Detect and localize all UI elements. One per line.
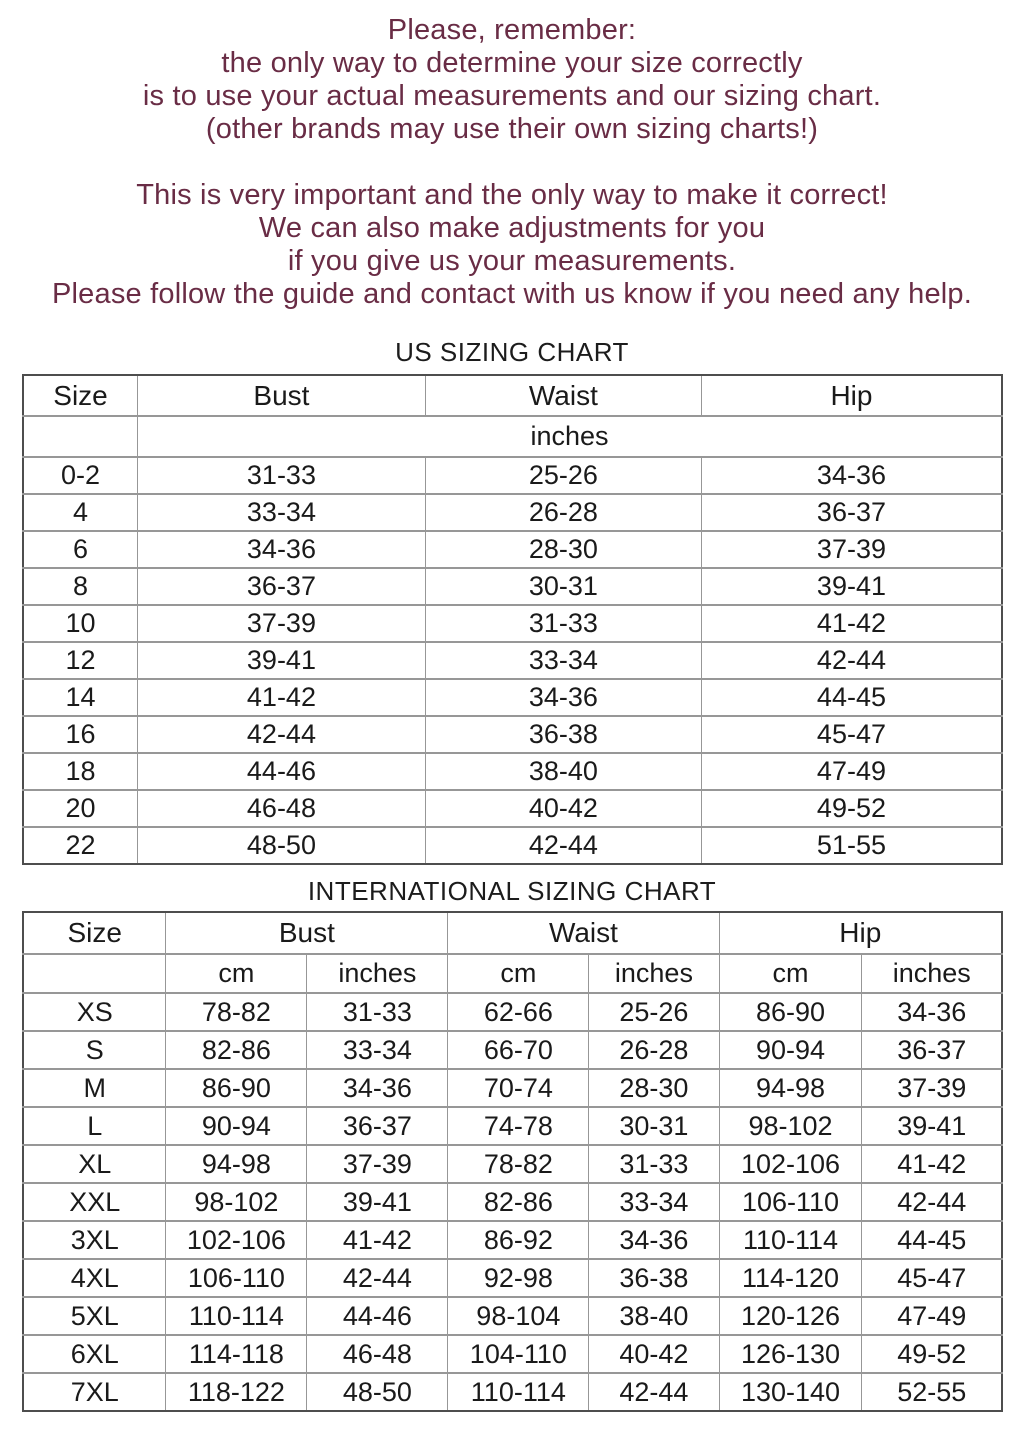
measurement-cell: 33-34	[307, 1031, 448, 1069]
intro-line: is to use your actual measurements and our sizing chart.	[142, 80, 882, 112]
size-cell: XS	[23, 993, 166, 1031]
measurement-cell: 74-78	[448, 1107, 589, 1145]
size-cell: L	[23, 1107, 166, 1145]
table-row	[23, 1107, 1002, 1145]
table-row	[23, 531, 1002, 568]
measurement-cell: 30-31	[425, 568, 701, 605]
measurement-cell: 98-102	[719, 1107, 862, 1145]
size-cell: XL	[23, 1145, 166, 1183]
measurement-cell: 38-40	[589, 1297, 719, 1335]
measurement-cell: 41-42	[307, 1221, 448, 1259]
measurement-cell: 34-36	[589, 1221, 719, 1259]
measurement-cell: 34-36	[307, 1069, 448, 1107]
measurement-cell: 36-37	[701, 494, 1002, 531]
measurement-cell: 42-44	[862, 1183, 1002, 1221]
unit-label-bust-cm: cm	[166, 954, 307, 993]
measurement-cell: 37-39	[862, 1069, 1002, 1107]
measurement-cell: 31-33	[138, 457, 426, 494]
empty-cell	[23, 954, 166, 993]
measurement-cell: 114-120	[719, 1259, 862, 1297]
unit-label-waist-inches: inches	[589, 954, 719, 993]
measurement-cell: 98-104	[448, 1297, 589, 1335]
size-cell: 16	[23, 716, 138, 753]
measurement-cell: 78-82	[448, 1145, 589, 1183]
intro-text-block	[0, 14, 1024, 311]
measurement-cell: 33-34	[138, 494, 426, 531]
measurement-cell: 86-90	[719, 993, 862, 1031]
measurement-cell: 104-110	[448, 1335, 589, 1373]
measurement-cell: 44-46	[138, 753, 426, 790]
measurement-cell: 126-130	[719, 1335, 862, 1373]
table-row	[23, 1373, 1002, 1411]
measurement-cell: 120-126	[719, 1297, 862, 1335]
intro-line: Please, remember:	[387, 14, 637, 46]
measurement-cell: 36-38	[589, 1259, 719, 1297]
intro-line: Please follow the guide and contact with us know if you need any help.	[51, 278, 973, 310]
measurement-cell: 44-45	[701, 679, 1002, 716]
table-row	[23, 457, 1002, 494]
size-cell: 5XL	[23, 1297, 166, 1335]
measurement-cell: 47-49	[701, 753, 1002, 790]
measurement-cell: 62-66	[448, 993, 589, 1031]
table-row	[23, 716, 1002, 753]
table-row	[23, 827, 1002, 864]
measurement-cell: 42-44	[425, 827, 701, 864]
measurement-cell: 26-28	[425, 494, 701, 531]
size-cell: 7XL	[23, 1373, 166, 1411]
table-row	[23, 568, 1002, 605]
size-cell: 4	[23, 494, 138, 531]
measurement-cell: 42-44	[307, 1259, 448, 1297]
measurement-cell: 118-122	[166, 1373, 307, 1411]
table-row	[23, 1031, 1002, 1069]
measurement-cell: 31-33	[307, 993, 448, 1031]
unit-row	[23, 954, 1002, 993]
table-header-row	[23, 375, 1002, 416]
table-row	[23, 494, 1002, 531]
size-cell: 14	[23, 679, 138, 716]
column-header-waist: Waist	[425, 375, 701, 416]
intro-line: if you give us your measurements.	[287, 245, 737, 277]
measurement-cell: 36-38	[425, 716, 701, 753]
measurement-cell: 47-49	[862, 1297, 1002, 1335]
size-cell: 8	[23, 568, 138, 605]
measurement-cell: 106-110	[719, 1183, 862, 1221]
measurement-cell: 38-40	[425, 753, 701, 790]
international-sizing-table	[22, 911, 1003, 1412]
measurement-cell: 45-47	[862, 1259, 1002, 1297]
size-cell: XXL	[23, 1183, 166, 1221]
measurement-cell: 39-41	[862, 1107, 1002, 1145]
measurement-cell: 28-30	[425, 531, 701, 568]
measurement-cell: 102-106	[166, 1221, 307, 1259]
unit-label-waist-cm: cm	[448, 954, 589, 993]
size-cell: S	[23, 1031, 166, 1069]
measurement-cell: 82-86	[448, 1183, 589, 1221]
measurement-cell: 42-44	[138, 716, 426, 753]
measurement-cell: 78-82	[166, 993, 307, 1031]
measurement-cell: 31-33	[425, 605, 701, 642]
measurement-cell: 90-94	[166, 1107, 307, 1145]
size-cell: M	[23, 1069, 166, 1107]
size-cell: 18	[23, 753, 138, 790]
unit-label-hip-inches: inches	[862, 954, 1002, 993]
measurement-cell: 44-45	[862, 1221, 1002, 1259]
unit-label: inches	[138, 416, 1002, 457]
measurement-cell: 39-41	[701, 568, 1002, 605]
measurement-cell: 94-98	[719, 1069, 862, 1107]
measurement-cell: 36-37	[307, 1107, 448, 1145]
measurement-cell: 34-36	[862, 993, 1002, 1031]
measurement-cell: 30-31	[589, 1107, 719, 1145]
table-row	[23, 1221, 1002, 1259]
size-cell: 6	[23, 531, 138, 568]
us-sizing-table	[22, 374, 1003, 865]
intro-line: We can also make adjustments for you	[258, 212, 766, 244]
measurement-cell: 42-44	[701, 642, 1002, 679]
measurement-cell: 48-50	[138, 827, 426, 864]
measurement-cell: 86-90	[166, 1069, 307, 1107]
measurement-cell: 33-34	[589, 1183, 719, 1221]
intro-line: This is very important and the only way to make it correct!	[136, 179, 888, 211]
intro-paragraph-gap	[0, 146, 1024, 179]
international-chart-title: INTERNATIONAL SIZING CHART	[307, 876, 717, 906]
table-row	[23, 679, 1002, 716]
measurement-cell: 39-41	[307, 1183, 448, 1221]
measurement-cell: 51-55	[701, 827, 1002, 864]
measurement-cell: 46-48	[138, 790, 426, 827]
column-header-size: Size	[23, 375, 138, 416]
table-row	[23, 1335, 1002, 1373]
measurement-cell: 39-41	[138, 642, 426, 679]
measurement-cell: 94-98	[166, 1145, 307, 1183]
table-row	[23, 642, 1002, 679]
empty-cell	[23, 416, 138, 457]
measurement-cell: 49-52	[701, 790, 1002, 827]
us-table-head	[23, 375, 1002, 457]
unit-label-hip-cm: cm	[719, 954, 862, 993]
size-cell: 4XL	[23, 1259, 166, 1297]
size-cell: 3XL	[23, 1221, 166, 1259]
measurement-cell: 41-42	[138, 679, 426, 716]
table-row	[23, 1069, 1002, 1107]
measurement-cell: 36-37	[138, 568, 426, 605]
size-cell: 22	[23, 827, 138, 864]
us-chart-title: US SIZING CHART	[395, 337, 629, 367]
measurement-cell: 92-98	[448, 1259, 589, 1297]
table-row	[23, 1259, 1002, 1297]
measurement-cell: 42-44	[589, 1373, 719, 1411]
measurement-cell: 110-114	[719, 1221, 862, 1259]
us-table-body	[23, 457, 1002, 864]
measurement-cell: 82-86	[166, 1031, 307, 1069]
measurement-cell: 34-36	[138, 531, 426, 568]
column-header-hip: Hip	[719, 912, 1002, 954]
measurement-cell: 114-118	[166, 1335, 307, 1373]
measurement-cell: 40-42	[589, 1335, 719, 1373]
measurement-cell: 37-39	[307, 1145, 448, 1183]
table-row	[23, 993, 1002, 1031]
measurement-cell: 66-70	[448, 1031, 589, 1069]
measurement-cell: 28-30	[589, 1069, 719, 1107]
measurement-cell: 44-46	[307, 1297, 448, 1335]
column-header-hip: Hip	[701, 375, 1002, 416]
table-row	[23, 790, 1002, 827]
measurement-cell: 36-37	[862, 1031, 1002, 1069]
unit-row	[23, 416, 1002, 457]
measurement-cell: 31-33	[589, 1145, 719, 1183]
measurement-cell: 52-55	[862, 1373, 1002, 1411]
table-row	[23, 1145, 1002, 1183]
measurement-cell: 130-140	[719, 1373, 862, 1411]
size-cell: 10	[23, 605, 138, 642]
international-table-body	[23, 993, 1002, 1411]
measurement-cell: 41-42	[701, 605, 1002, 642]
measurement-cell: 110-114	[448, 1373, 589, 1411]
measurement-cell: 48-50	[307, 1373, 448, 1411]
unit-label-bust-inches: inches	[307, 954, 448, 993]
intro-line: the only way to determine your size correctly	[221, 47, 803, 79]
measurement-cell: 34-36	[425, 679, 701, 716]
measurement-cell: 40-42	[425, 790, 701, 827]
size-cell: 20	[23, 790, 138, 827]
column-header-size: Size	[23, 912, 166, 954]
measurement-cell: 41-42	[862, 1145, 1002, 1183]
table-row	[23, 605, 1002, 642]
measurement-cell: 26-28	[589, 1031, 719, 1069]
measurement-cell: 70-74	[448, 1069, 589, 1107]
size-cell: 6XL	[23, 1335, 166, 1373]
intro-line: (other brands may use their own sizing charts!)	[205, 113, 819, 145]
measurement-cell: 33-34	[425, 642, 701, 679]
measurement-cell: 37-39	[138, 605, 426, 642]
table-row	[23, 1297, 1002, 1335]
measurement-cell: 90-94	[719, 1031, 862, 1069]
table-header-row	[23, 912, 1002, 954]
measurement-cell: 34-36	[701, 457, 1002, 494]
measurement-cell: 110-114	[166, 1297, 307, 1335]
measurement-cell: 45-47	[701, 716, 1002, 753]
measurement-cell: 98-102	[166, 1183, 307, 1221]
sizing-guide-page	[0, 14, 1024, 1412]
size-cell: 12	[23, 642, 138, 679]
measurement-cell: 37-39	[701, 531, 1002, 568]
size-cell: 0-2	[23, 457, 138, 494]
column-header-bust: Bust	[166, 912, 448, 954]
table-row	[23, 753, 1002, 790]
measurement-cell: 25-26	[425, 457, 701, 494]
table-row	[23, 1183, 1002, 1221]
international-table-head	[23, 912, 1002, 993]
measurement-cell: 49-52	[862, 1335, 1002, 1373]
measurement-cell: 86-92	[448, 1221, 589, 1259]
column-header-waist: Waist	[448, 912, 719, 954]
measurement-cell: 102-106	[719, 1145, 862, 1183]
measurement-cell: 46-48	[307, 1335, 448, 1373]
measurement-cell: 106-110	[166, 1259, 307, 1297]
column-header-bust: Bust	[138, 375, 426, 416]
measurement-cell: 25-26	[589, 993, 719, 1031]
